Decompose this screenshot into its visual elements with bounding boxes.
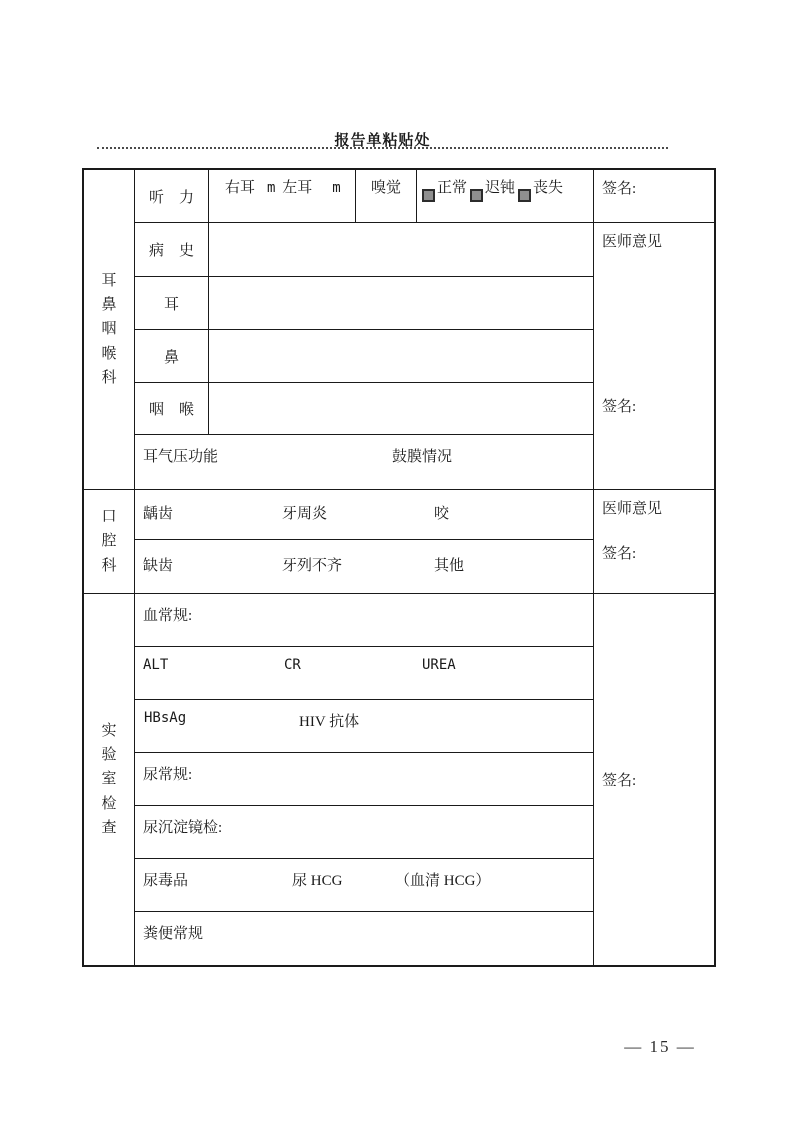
ent-hearing-signature-cell xyxy=(594,170,714,223)
lab-signature-cell xyxy=(594,594,714,965)
missing-teeth-label: 缺齿 xyxy=(143,558,174,574)
urine-sediment-label: 尿沉淀镜检: xyxy=(143,820,223,836)
urine-drug-label: 尿毒品 xyxy=(143,873,189,889)
blood-routine-label: 血常规: xyxy=(143,608,193,624)
right-ear-label: 右耳 xyxy=(225,180,256,196)
hbsag-label: HBsAg xyxy=(144,710,187,726)
ear-row-label: 耳 xyxy=(135,277,209,330)
checkbox-dull[interactable] xyxy=(470,189,483,202)
urea-label: UREA xyxy=(422,657,456,673)
nose-row-label: 鼻 xyxy=(135,330,209,383)
smell-option-normal-label: 正常 xyxy=(437,180,468,196)
smell-option-dull-label: 迟钝 xyxy=(485,180,516,196)
lab-department-label: 实验室检查 xyxy=(101,722,117,836)
caries-label: 龋齿 xyxy=(143,506,174,522)
hearing-ears-cell xyxy=(209,170,356,223)
signature-label: 签名: xyxy=(602,181,637,197)
exam-form-table xyxy=(82,168,716,967)
dental-department-label: 口腔科 xyxy=(101,509,117,574)
other-label: 其他 xyxy=(434,558,465,574)
history-content-cell xyxy=(209,223,594,277)
right-ear-unit: m xyxy=(267,180,276,196)
section-dental xyxy=(84,490,135,594)
ear-pressure-row xyxy=(135,435,594,490)
smell-options-cell xyxy=(417,170,594,223)
cr-label: CR xyxy=(284,657,301,673)
malocclusion-label: 牙列不齐 xyxy=(282,558,343,574)
dental-row-1 xyxy=(135,490,594,540)
doctor-opinion-label: 医师意见 xyxy=(602,234,663,250)
urine-hcg-label: 尿 HCG xyxy=(292,873,343,889)
checkbox-normal[interactable] xyxy=(422,189,435,202)
urine-routine-label: 尿常规: xyxy=(143,767,193,783)
report-paste-area-divider xyxy=(97,129,668,149)
smell-option-lost-label: 丧失 xyxy=(533,180,564,196)
signature-label: 签名: xyxy=(602,399,637,415)
report-paste-area-label: 报告单粘贴处 xyxy=(334,133,431,149)
lab-urine-routine-row xyxy=(135,753,594,806)
lab-stool-routine-row xyxy=(135,912,594,965)
checkbox-lost[interactable] xyxy=(518,189,531,202)
ear-content-cell xyxy=(209,277,594,330)
dental-opinion-cell xyxy=(594,490,714,594)
throat-row-label: 咽 喉 xyxy=(135,383,209,435)
serum-hcg-label: （血清 HCG） xyxy=(395,873,491,889)
signature-label: 签名: xyxy=(602,773,637,789)
periodontitis-label: 牙周炎 xyxy=(282,506,328,522)
doctor-opinion-label: 医师意见 xyxy=(602,501,663,517)
alt-label: ALT xyxy=(143,657,169,673)
lab-blood-routine-row xyxy=(135,594,594,647)
page-number: — 15 — xyxy=(624,1037,696,1056)
dental-row-2 xyxy=(135,540,594,594)
ear-pressure-label: 耳气压功能 xyxy=(143,449,219,465)
nose-content-cell xyxy=(209,330,594,383)
lab-chemistry-row xyxy=(135,647,594,700)
smell-option-normal xyxy=(422,176,467,202)
section-lab xyxy=(84,594,135,965)
section-ent xyxy=(84,170,135,490)
bite-label: 咬 xyxy=(434,506,450,522)
smell-label-cell: 嗅觉 xyxy=(356,170,417,223)
smell-option-lost xyxy=(518,176,563,202)
stool-routine-label: 粪便常规 xyxy=(143,926,204,942)
smell-option-dull xyxy=(470,176,515,202)
lab-serology-row xyxy=(135,700,594,753)
ent-department-label: 耳鼻咽喉科 xyxy=(101,272,117,386)
left-ear-label: 左耳 xyxy=(282,180,313,196)
history-row-label: 病 史 xyxy=(135,223,209,277)
lab-urine-drug-row xyxy=(135,859,594,912)
eardrum-label: 鼓膜情况 xyxy=(392,449,453,465)
hearing-row-label: 听 力 xyxy=(135,170,209,223)
ent-opinion-cell xyxy=(594,223,714,490)
throat-content-cell xyxy=(209,383,594,435)
left-ear-unit: m xyxy=(332,180,341,196)
lab-urine-sediment-row xyxy=(135,806,594,859)
hiv-antibody-label: HIV 抗体 xyxy=(299,714,360,730)
signature-label: 签名: xyxy=(602,546,637,562)
